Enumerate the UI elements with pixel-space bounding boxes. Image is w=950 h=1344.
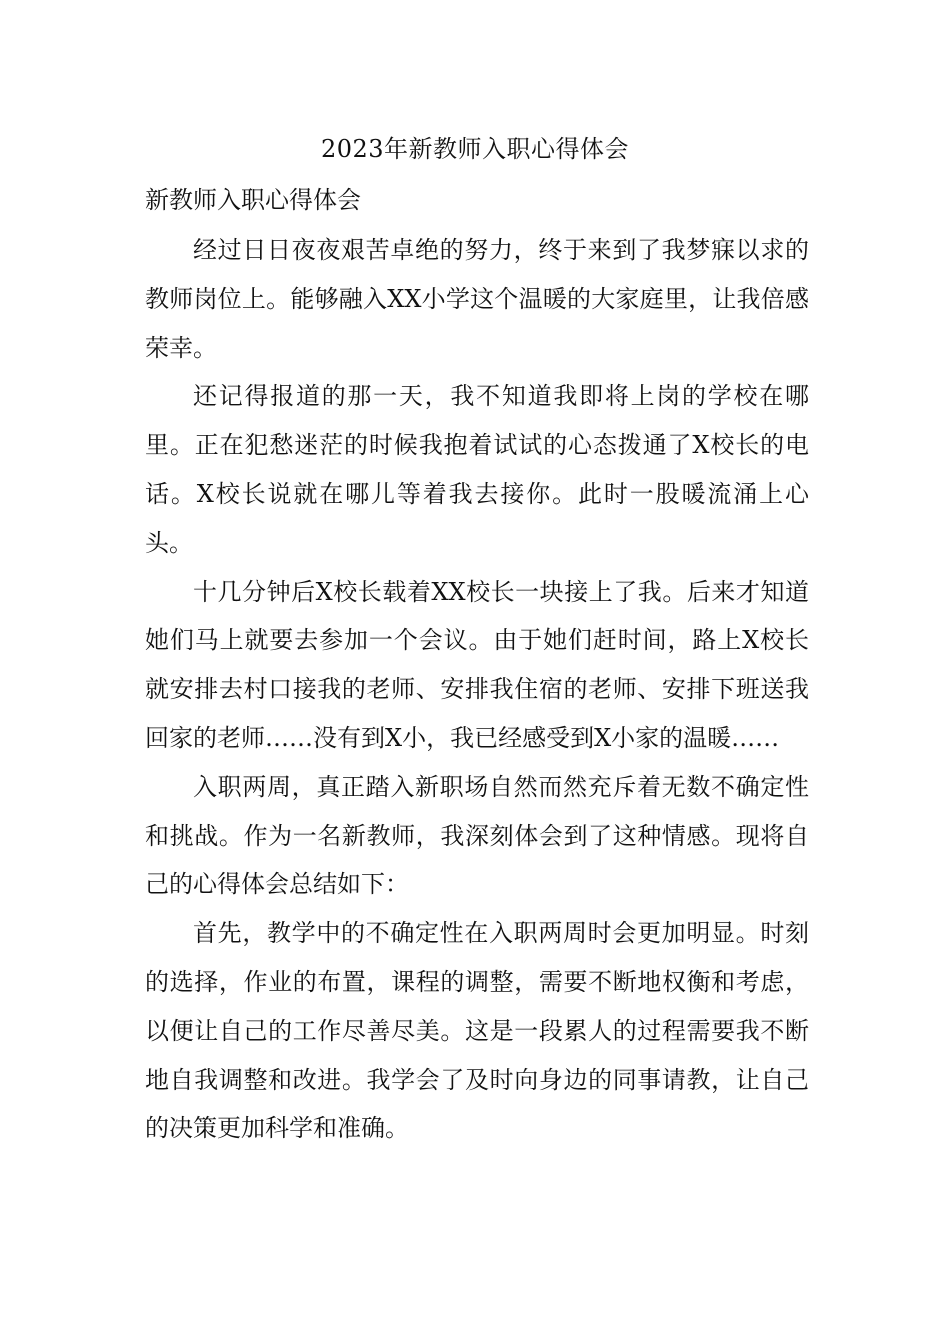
paragraph-principal-pickup: 十几分钟后X校长载着XX校长一块接上了我。后来才知道她们马上就要去参加一个会议。由于她们赶时间，路上X校长就安排去村口接我的老师、安排我住宿的老师、安排下班送我回家的老师……没有到X小，我已经感受到X小家的温暖…… <box>145 577 809 752</box>
paragraph-two-weeks: 入职两周，真正踏入新职场自然而然充斥着无数不确定性和挑战。作为一名新教师，我深刻体会到了这种情感。现将自己的心得体会总结如下： <box>145 772 809 899</box>
paragraph-report-day: 还记得报道的那一天，我不知道我即将上岗的学校在哪里。正在犯愁迷茫的时候我抱着试试的心态拨通了X校长的电话。X校长说就在哪儿等着我去接你。此时一股暖流涌上心头。 <box>145 382 809 557</box>
paragraph-arrival: 经过日日夜夜艰苦卓绝的努力，终于来到了我梦寐以求的教师岗位上。能够融入XX小学这个温暖的大家庭里，让我倍感荣幸。 <box>145 236 809 362</box>
paragraph-first-point: 首先，教学中的不确定性在入职两周时会更加明显。时刻的选择，作业的布置，课程的调整，需要不断地权衡和考虑，以便让自己的工作尽善尽美。这是一段累人的过程需要我不断地自我调整和改进。我学会了及时向身边的同事请教，让自己的决策更加科学和准确。 <box>145 919 809 1143</box>
document-title: 2023年新教师入职心得体会 <box>320 135 630 163</box>
document-subtitle: 新教师入职心得体会 <box>145 186 361 214</box>
document-body <box>145 226 809 1153</box>
